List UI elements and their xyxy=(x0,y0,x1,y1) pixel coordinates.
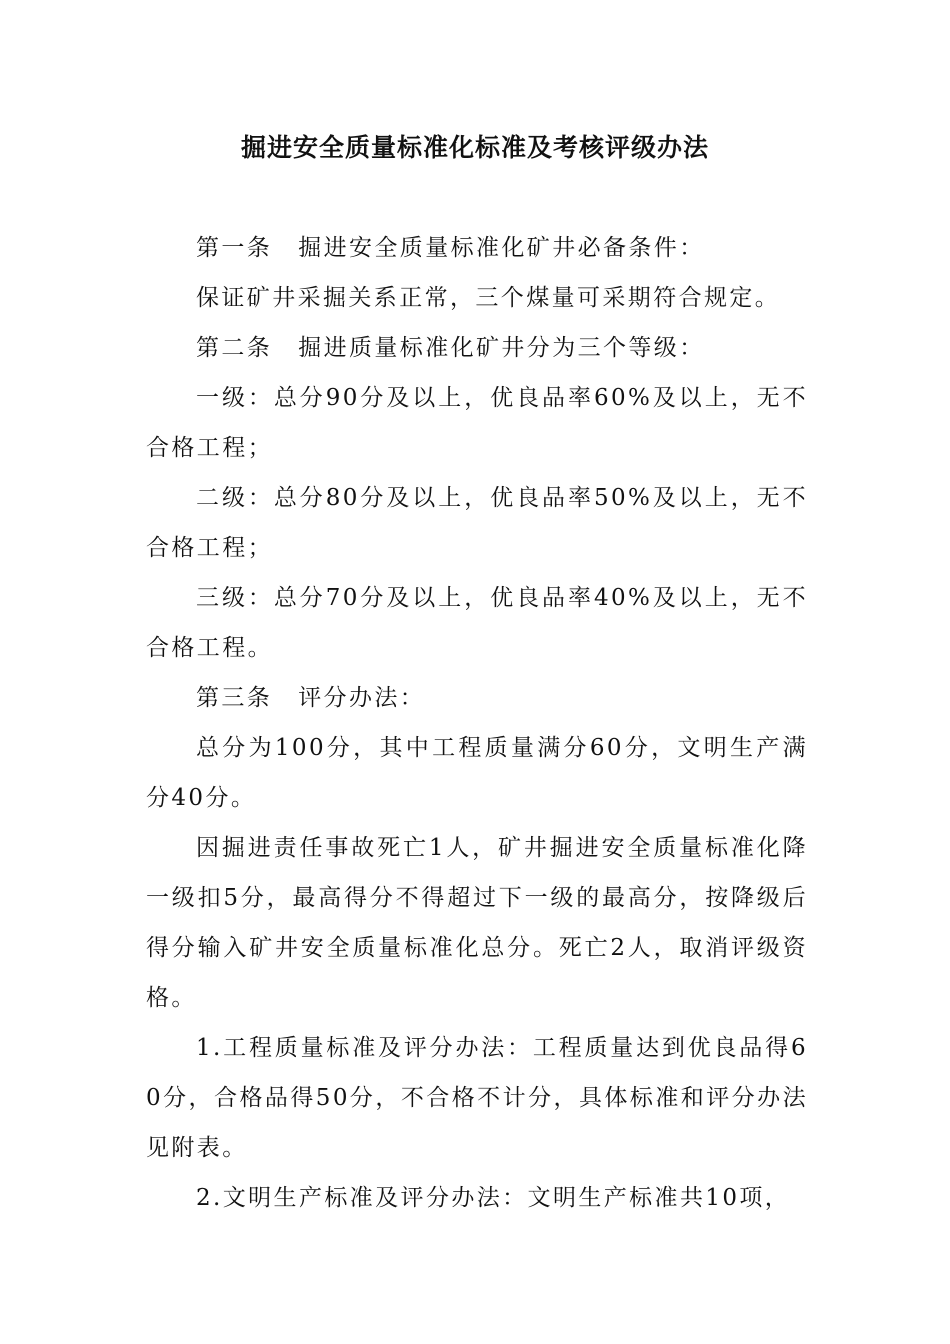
article-number: 第一条 xyxy=(196,235,273,261)
paragraph-grade-2 xyxy=(146,473,808,573)
paragraph-text: 三级：总分70分及以上，优良品率40%及以上，无不合格工程。 xyxy=(146,585,808,661)
document-title: 掘进安全质量标准化标准及考核评级办法 xyxy=(240,133,709,162)
paragraph-grade-1 xyxy=(146,373,808,473)
paragraph-civilized-production xyxy=(146,1173,808,1223)
paragraph-accident-rule xyxy=(146,823,808,1023)
document-body xyxy=(146,223,808,1223)
paragraph-article-2 xyxy=(146,323,808,373)
paragraph-text: 掘进安全质量标准化矿井必备条件： xyxy=(298,235,705,261)
paragraph xyxy=(146,273,808,323)
paragraph-total-score xyxy=(146,723,808,823)
paragraph-text: 保证矿井采掘关系正常，三个煤量可采期符合规定。 xyxy=(196,285,781,311)
paragraph-text: 评分办法： xyxy=(298,685,426,711)
paragraph-grade-3 xyxy=(146,573,808,673)
paragraph-text: 因掘进责任事故死亡1人，矿井掘进安全质量标准化降一级扣5分，最高得分不得超过下一级的最高分，按降级后得分输入矿井安全质量标准化总分。死亡2人，取消评级资格。 xyxy=(146,835,808,1011)
paragraph-article-1 xyxy=(146,223,808,273)
article-number: 第二条 xyxy=(196,335,273,361)
paragraph-article-3 xyxy=(146,673,808,723)
paragraph-text: 1.工程质量标准及评分办法：工程质量达到优良品得60分，合格品得50分，不合格不计分，具体标准和评分办法见附表。 xyxy=(146,1035,808,1161)
paragraph-text: 一级：总分90分及以上，优良品率60%及以上，无不合格工程； xyxy=(146,385,808,461)
paragraph-text: 掘进质量标准化矿井分为三个等级： xyxy=(298,335,705,361)
article-number: 第三条 xyxy=(196,685,273,711)
paragraph-text: 2.文明生产标准及评分办法：文明生产标准共10项， xyxy=(196,1185,791,1211)
paragraph-engineering-quality xyxy=(146,1023,808,1173)
paragraph-text: 总分为100分，其中工程质量满分60分，文明生产满分40分。 xyxy=(146,735,808,811)
paragraph-text: 二级：总分80分及以上，优良品率50%及以上，无不合格工程； xyxy=(146,485,808,561)
